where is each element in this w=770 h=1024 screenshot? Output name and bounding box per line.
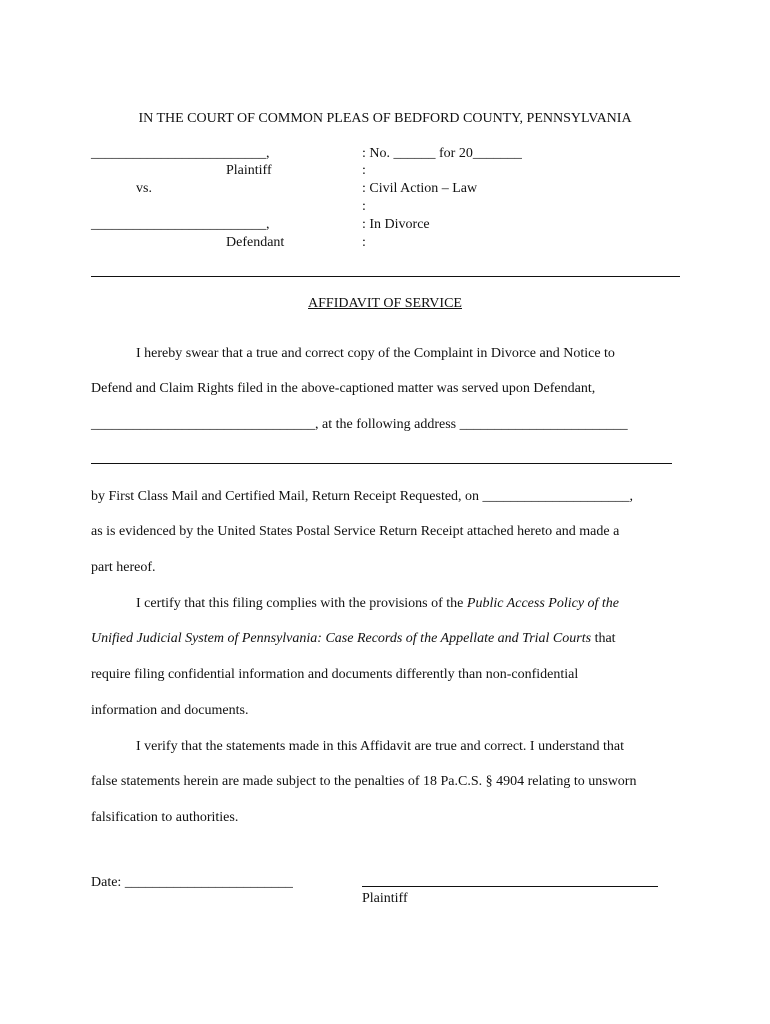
- caption-colon: :: [362, 235, 366, 250]
- certify-text: I certify that this filing complies with the provisions of the: [136, 596, 467, 611]
- plaintiff-signature-label: Plaintiff: [362, 891, 408, 906]
- defendant-label: Defendant: [226, 235, 285, 250]
- affidavit-title: [0, 295, 770, 312]
- certify-text: that: [591, 631, 616, 646]
- defendant-address-line[interactable]: ________________________________, at the following address ________________________: [91, 417, 628, 432]
- affidavit-title-text: AFFIDAVIT OF SERVICE: [308, 296, 462, 311]
- paragraph-line: false statements herein are made subject to the penalties of 18 Pa.C.S. § 4904 relating to unsworn: [91, 774, 637, 789]
- paragraph-line: falsification to authorities.: [91, 810, 239, 825]
- paragraph-line: I verify that the statements made in this Affidavit are true and correct. I understand that: [136, 739, 625, 754]
- service-date-line[interactable]: by First Class Mail and Certified Mail, Return Receipt Requested, on _____________________,: [91, 489, 634, 504]
- caption-colon: :: [362, 163, 366, 178]
- plaintiff-name-blank[interactable]: _________________________,: [91, 146, 270, 161]
- plaintiff-label: Plaintiff: [226, 163, 272, 178]
- in-divorce-line: : In Divorce: [362, 217, 430, 232]
- civil-action-line: : Civil Action – Law: [362, 181, 478, 196]
- policy-title-italic: Public Access Policy of the: [466, 596, 620, 611]
- caption-divider: [91, 276, 680, 277]
- paragraph-line: Defend and Claim Rights filed in the above-captioned matter was served upon Defendant,: [91, 381, 596, 396]
- versus-label: vs.: [136, 181, 152, 196]
- caption-colon: :: [362, 199, 366, 214]
- address-blank-line[interactable]: [91, 463, 672, 464]
- paragraph-line: information and documents.: [91, 703, 249, 718]
- paragraph-line: [91, 630, 616, 647]
- date-field[interactable]: Date: ________________________: [91, 875, 293, 890]
- paragraph-line: I hereby swear that a true and correct copy of the Complaint in Divorce and Notice to: [136, 346, 615, 361]
- paragraph-line: part hereof.: [91, 560, 156, 575]
- paragraph-line: require filing confidential information and documents differently than non-confidential: [91, 667, 579, 682]
- policy-title-italic: Unified Judicial System of Pennsylvania: Case Records of the Appellate and Trial Courts: [91, 631, 592, 646]
- paragraph-line: as is evidenced by the United States Postal Service Return Receipt attached hereto and made a: [91, 524, 620, 539]
- plaintiff-signature-line[interactable]: [362, 886, 658, 887]
- paragraph-line: [136, 595, 619, 612]
- court-title: IN THE COURT OF COMMON PLEAS OF BEDFORD COUNTY, PENNSYLVANIA: [138, 111, 632, 126]
- case-number-line[interactable]: : No. ______ for 20_______: [362, 146, 522, 161]
- defendant-name-blank[interactable]: _________________________,: [91, 217, 270, 232]
